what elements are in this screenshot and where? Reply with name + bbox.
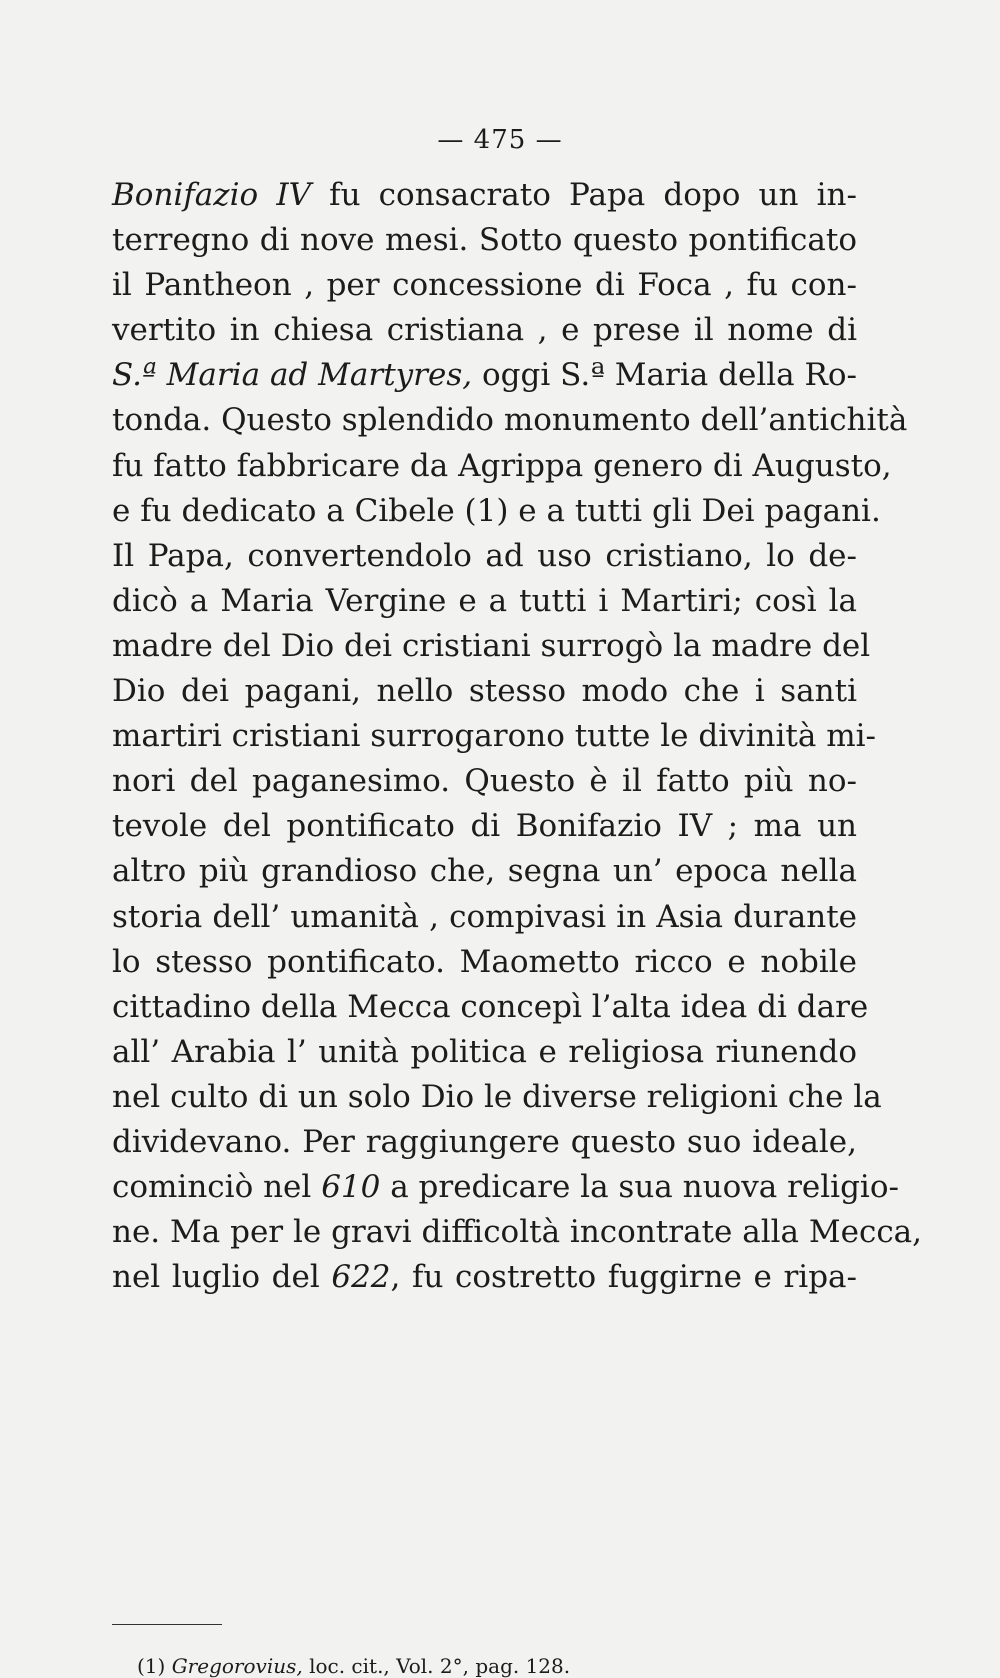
text-segment: Il Papa, convertendolo ad uso cristiano, lo de- xyxy=(112,537,857,574)
text-segment: cittadino della Mecca concepì l’alta idea di dare xyxy=(112,988,869,1025)
text-segment: , fu costretto fuggirne e ripa- xyxy=(390,1259,858,1296)
italic-text: S.ª Maria ad Martyres, xyxy=(112,357,473,394)
footnote-marker: (1) xyxy=(137,1654,166,1678)
text-segment: tonda. Questo splendido monumento dell’antichità xyxy=(112,402,908,439)
text-segment: dicò a Maria Vergine e a tutti i Martiri; così la xyxy=(112,582,857,619)
text-line xyxy=(112,714,877,759)
italic-text: 610 xyxy=(321,1169,381,1206)
text-line xyxy=(112,1075,882,1120)
text-segment: all’ Arabia l’ unità politica e religiosa riunendo xyxy=(112,1033,857,1070)
text-segment: dividevano. Per raggiungere questo suo ideale, xyxy=(112,1123,857,1160)
text-line xyxy=(112,534,857,579)
text-line xyxy=(112,985,869,1030)
footnote-citation: loc. cit., Vol. 2°, pag. 128. xyxy=(302,1654,571,1678)
page-number: — 475 — xyxy=(437,125,563,155)
text-segment: nel luglio del xyxy=(112,1259,332,1296)
text-segment: e fu dedicato a Cibele (1) e a tutti gli Dei pagani. xyxy=(112,492,881,529)
italic-text: 622 xyxy=(331,1259,391,1296)
text-line xyxy=(112,1210,923,1255)
text-segment: martiri cristiani surrogarono tutte le divinità mi- xyxy=(112,718,877,755)
body-paragraph xyxy=(112,173,923,1300)
footnote-divider xyxy=(112,1624,222,1625)
text-segment: oggi S.ª Maria della Ro- xyxy=(472,357,858,394)
text-line xyxy=(112,579,857,624)
footnote xyxy=(137,1654,570,1678)
text-line xyxy=(112,669,857,714)
text-segment: nel culto di un solo Dio le diverse religioni che la xyxy=(112,1078,882,1115)
text-segment: il Pantheon , per concessione di Foca , fu con- xyxy=(112,267,857,304)
text-segment: terregno di nove mesi. Sotto questo pontificato xyxy=(112,222,857,259)
text-segment: madre del Dio dei cristiani surrogò la madre del xyxy=(112,627,871,664)
text-segment: vertito in chiesa cristiana , e prese il nome di xyxy=(112,312,857,349)
text-segment: ne. Ma per le gravi difficoltà incontrate alla Mecca, xyxy=(112,1214,923,1251)
italic-text: Bonifazio IV xyxy=(112,177,311,213)
text-segment: a predicare la sua nuova religio- xyxy=(380,1169,899,1206)
text-line xyxy=(112,1255,857,1300)
text-segment: Dio dei pagani, nello stesso modo che i santi xyxy=(112,673,857,710)
footnote-author: Gregorovius, xyxy=(171,1654,303,1678)
text-line xyxy=(112,489,881,534)
text-segment: storia dell’ umanità , compivasi in Asia durante xyxy=(112,898,857,935)
text-line xyxy=(112,263,857,308)
text-line xyxy=(112,444,892,489)
text-line xyxy=(112,353,857,398)
text-line xyxy=(112,1030,857,1075)
text-line xyxy=(112,895,857,940)
text-line xyxy=(112,849,857,894)
text-line xyxy=(112,308,857,353)
text-line xyxy=(112,218,857,263)
text-line xyxy=(112,398,908,443)
text-segment: nori del paganesimo. Questo è il fatto più no- xyxy=(112,763,857,800)
text-line xyxy=(112,759,857,804)
text-segment: altro più grandioso che, segna un’ epoca nella xyxy=(112,853,857,890)
text-line xyxy=(112,173,857,218)
text-segment: lo stesso pontificato. Maometto ricco e nobile xyxy=(112,943,857,980)
text-line xyxy=(112,940,857,985)
text-line xyxy=(112,1120,857,1165)
text-line xyxy=(112,1165,899,1210)
text-segment: fu fatto fabbricare da Agrippa genero di Augusto, xyxy=(112,447,892,484)
text-segment: tevole del pontificato di Bonifazio IV ; ma un xyxy=(112,808,857,845)
text-line xyxy=(112,624,871,669)
text-line xyxy=(112,804,857,849)
text-segment: fu consacrato Papa dopo un in- xyxy=(310,177,857,213)
text-segment: cominciò nel xyxy=(112,1169,322,1206)
